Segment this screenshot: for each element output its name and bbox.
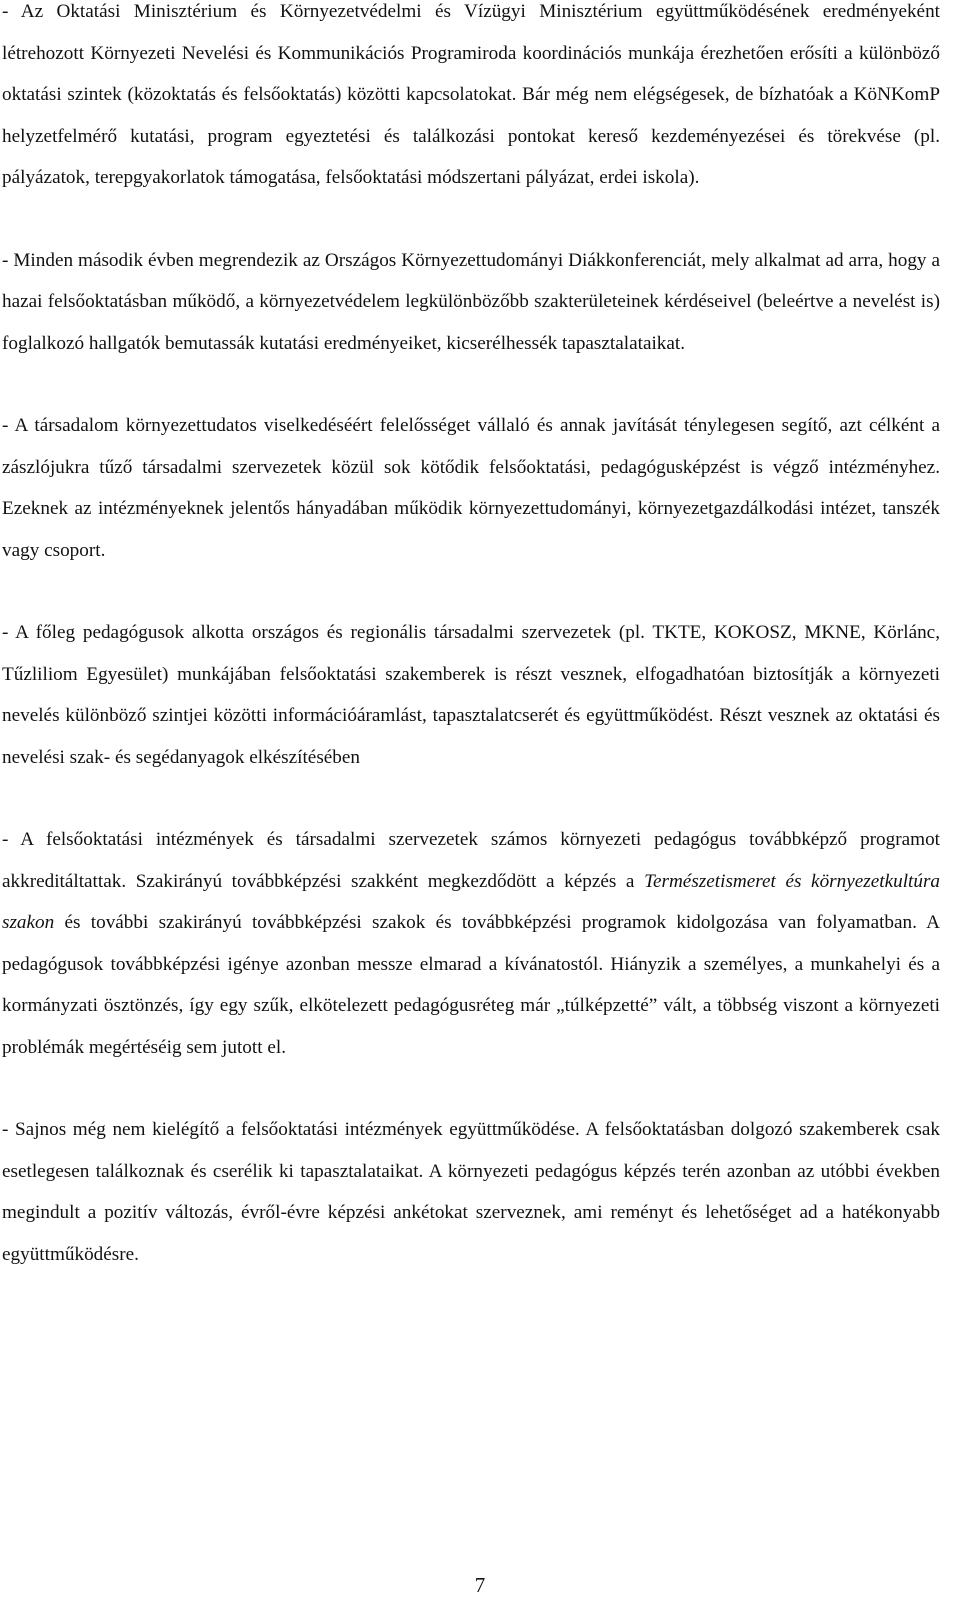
paragraph-6: - Sajnos még nem kielégítő a felsőoktatási intézmények együttműködése. A felsőoktatásban dolgozó szakemberek csak esetlegesen találkoznak és cserélik ki tapasztalataikat. A környezeti pedagógus képzés terén azonban az utóbbi években megindult a pozitív változás, évről-évre képzési ankétokat szerveznek, ami reményt és lehetőséget ad a hatékonyabb együttműködésre.: [2, 1119, 940, 1265]
page-number: 7: [474, 1573, 486, 1597]
paragraph-5-text-before: - A felsőoktatási intézmények és társadalmi szervezetek számos környezeti pedagógus továbbképző programot akkreditáltattak. Szakirányú továbbképzési szakként megkezdődött a képzés a: [2, 829, 940, 892]
paragraph-5-italic-course-name: Természetismeret és környezetkultúra szakon: [2, 870, 941, 933]
paragraph-5: [2, 819, 940, 1068]
paragraph-2: - Minden második évben megrendezik az Országos Környezettudományi Diákkonferenciát, mely alkalmat ad arra, hogy a hazai felsőoktatásban működő, a környezetvédelem legkülönbözőbb szakterületeinek kérdéseivel (beleértve a nevelést is) foglalkozó hallgatók bemutassák kutatási eredményeiket, kicserélhessék tapasztalataikat.: [2, 249, 940, 354]
paragraph-3: - A társadalom környezettudatos viselkedéséért felelősséget vállaló és annak javítását ténylegesen segítő, azt célként a zászlójukra tűző társadalmi szervezetek közül sok kötődik felsőoktatási, pedagógusképzést is végző intézményhez. Ezeknek az intézményeknek jelentős hányadában működik környezettudományi, környezetgazdálkodási intézet, tanszék vagy csoport.: [2, 415, 940, 561]
paragraph-1: - Az Oktatási Minisztérium és Környezetvédelmi és Vízügyi Minisztérium együttműködésének eredményeként létrehozott Környezeti Nevelési és Kommunikációs Programiroda koordinációs munkája érezhetően erősíti a különböző oktatási szintek (közoktatás és felsőoktatás) közötti kapcsolatokat. Bár még nem elégségesek, de bízhatóak a KöNKomP helyzetfelmérő kutatási, program egyeztetési és találkozási pontokat kereső kezdeményezései és törekvése (pl. pályázatok, terepgyakorlatok támogatása, felsőoktatási módszertani pályázat, erdei iskola).: [2, 1, 940, 188]
paragraph-5-text-after: és további szakirányú továbbképzési szakok és továbbképzési programok kidolgozása van folyamatban. A pedagógusok továbbképzési igénye azonban messze elmarad a kívánatostól. Hiányzik a személyes, a munkahelyi és a kormányzati ösztönzés, így egy szűk, elkötelezett pedagógusréteg már „túlképzetté” vált, a többség viszont a környezeti problémák megértéséig sem jutott el.: [2, 912, 940, 1058]
paragraph-4: - A főleg pedagógusok alkotta országos és regionális társadalmi szervezetek (pl. TKTE, KOKOSZ, MKNE, Körlánc, Tűzliliom Egyesület) munkájában felsőoktatási szakemberek is részt vesznek, elfogadhatóan biztosítják a környezeti nevelés különböző szintjei közötti információáramlást, tapasztalatcserét és együttműködést. Részt vesznek az oktatási és nevelési szak- és segédanyagok elkészítésében: [2, 622, 940, 768]
